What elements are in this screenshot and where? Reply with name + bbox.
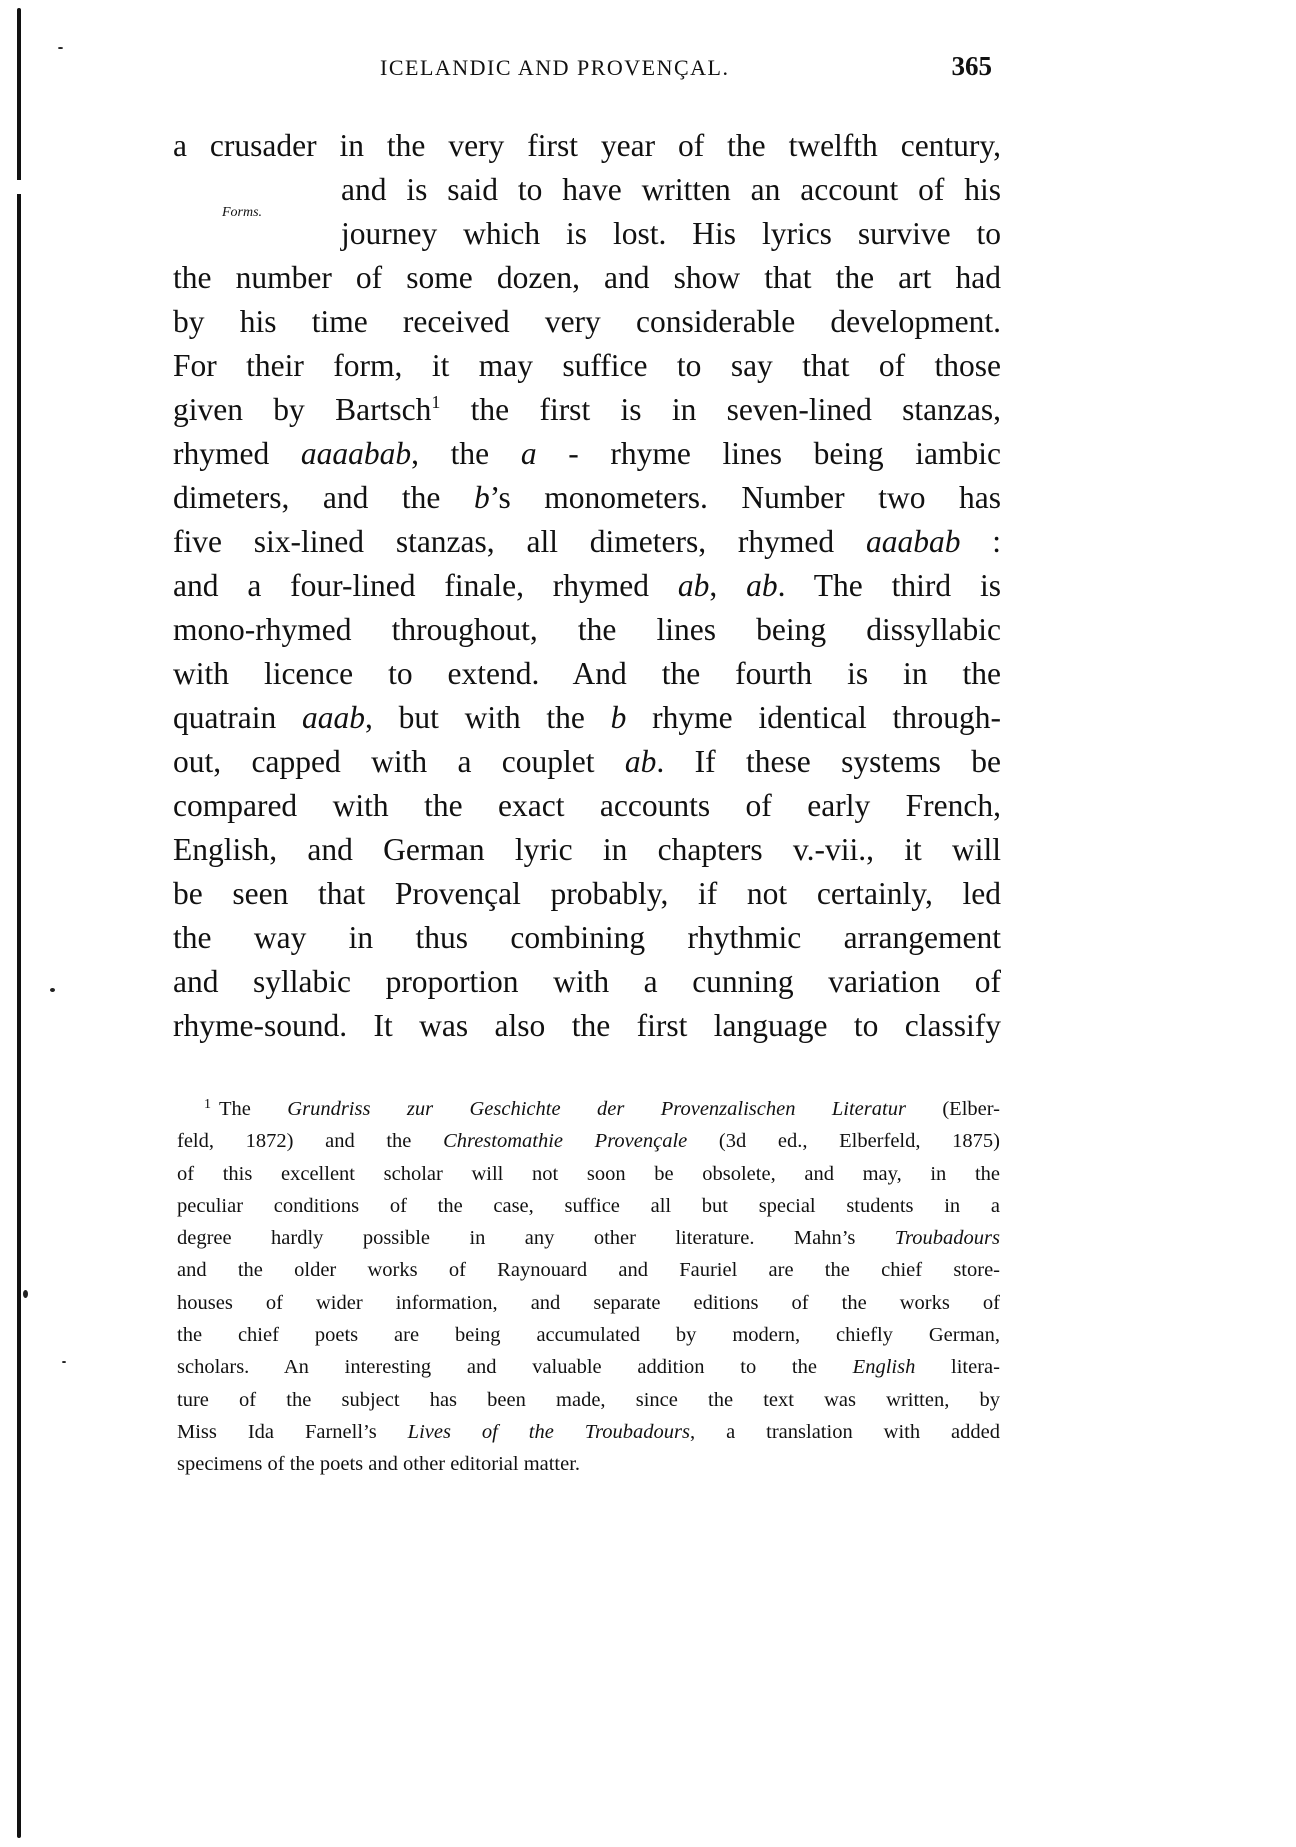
text-run: a crusader in the very first year of the twelfth century, (173, 128, 1001, 163)
text-run: (3d ed., Elberfeld, 1875) (687, 1130, 1000, 1153)
text-run: litera- (915, 1356, 1000, 1379)
text-run: quatrain (173, 700, 302, 735)
scan-speck (50, 988, 55, 992)
text-run: the first is in seven-lined stanzas, (440, 392, 1001, 427)
italic-term: b (610, 700, 627, 735)
italic-term: b (473, 480, 490, 515)
text-line (173, 344, 1001, 388)
page-header (380, 51, 992, 85)
footnote-line (177, 1384, 1000, 1416)
text-run: compared with the exact accounts of early French, (173, 788, 1001, 823)
footnote-line (177, 1158, 1000, 1190)
scan-speck (58, 47, 63, 49)
text-line (173, 388, 1001, 432)
text-run: mono-rhymed throughout, the lines being dissyllabic (173, 612, 1001, 647)
footnote-reference: 1 (431, 392, 441, 412)
text-run: and syllabic proportion with a cunning variation of (173, 964, 1001, 999)
footnote-line (177, 1190, 1000, 1222)
italic-term: a (520, 436, 537, 471)
italic-term: ab (746, 568, 778, 603)
page-binding-edge (17, 8, 21, 1838)
text-run: five six-lined stanzas, all dimeters, rhymed (173, 524, 866, 559)
text-run: given by Bartsch (173, 392, 432, 427)
text-line (173, 916, 1001, 960)
footnote-line (177, 1222, 1000, 1254)
text-run: English, and German lyric in chapters v.-vii., it will (173, 832, 1001, 867)
text-run: , the (411, 436, 521, 471)
text-line (173, 608, 1001, 652)
italic-term: aaab (301, 700, 365, 735)
text-run: The (219, 1098, 288, 1120)
text-run: , a translation with added (690, 1420, 1000, 1443)
marginal-note: Forms. (222, 205, 263, 220)
footnote-line (177, 1287, 1000, 1319)
text-line (173, 960, 1001, 1004)
footnote-line (177, 1254, 1000, 1286)
text-run: . The third is (777, 568, 1001, 603)
text-line (173, 432, 1001, 476)
text-line (173, 652, 1001, 696)
text-line (173, 212, 1001, 256)
text-run: : (960, 524, 1001, 559)
italic-term: Troubadours (894, 1227, 1000, 1250)
text-run: of this excellent scholar will not soon be obsolete, and may, in the (177, 1162, 1000, 1185)
text-run: rhymed (173, 436, 301, 471)
italic-term: aaabab (865, 524, 961, 559)
page-number: 365 (951, 51, 992, 81)
binding-gap (14, 180, 24, 194)
text-run: houses of wider information, and separate editions of the works of (177, 1291, 1000, 1314)
text-run: Miss Ida Farnell’s (177, 1420, 408, 1443)
text-run: and the older works of Raynouard and Fauriel are the chief store- (177, 1259, 1000, 1282)
text-line (173, 476, 1001, 520)
text-line (173, 520, 1001, 564)
text-run: (Elber- (905, 1098, 1000, 1120)
footnote-line (177, 1125, 1000, 1157)
text-run: journey which is lost. His lyrics survive to (341, 216, 1001, 251)
scan-speck (23, 1290, 28, 1298)
italic-term: Lives of the Troubadours (407, 1420, 691, 1443)
scan-speck (62, 1361, 66, 1363)
text-run: rhyme identical through- (626, 700, 1001, 735)
text-run: , but with the (364, 700, 611, 735)
text-line (173, 740, 1001, 784)
footnote-line (177, 1319, 1000, 1351)
italic-term: ab (677, 568, 710, 603)
footnote-marker: 1 (204, 1097, 211, 1112)
text-run: by his time received very considerable development. (173, 304, 1001, 339)
text-run: . If these systems be (656, 744, 1001, 779)
footnote (177, 1093, 1000, 1481)
text-line (173, 256, 1001, 300)
text-run: scholars. An interesting and valuable addition to the (177, 1356, 853, 1379)
text-run: and is said to have written an account of his (341, 172, 1001, 207)
text-run: degree hardly possible in any other literature. Mahn’s (177, 1227, 895, 1250)
running-title: ICELANDIC AND PROVENÇAL. (380, 55, 730, 80)
text-line (173, 1004, 1001, 1048)
text-line (173, 696, 1001, 740)
italic-term: aaaabab (300, 436, 412, 471)
text-line (173, 564, 1001, 608)
text-line (173, 124, 1001, 168)
text-line (173, 300, 1001, 344)
italic-term: English (852, 1356, 916, 1379)
body-text (173, 124, 1001, 1048)
text-line (173, 784, 1001, 828)
footnote-line (177, 1351, 1000, 1383)
text-run: feld, 1872) and the (177, 1130, 444, 1153)
text-line (173, 168, 1001, 212)
italic-term: ab (624, 744, 657, 779)
text-run: out, capped with a couplet (173, 744, 625, 779)
footnote-line (177, 1416, 1000, 1448)
text-run: with licence to extend. And the fourth is in the (173, 656, 1001, 691)
text-run: ture of the subject has been made, since the text was written, by (177, 1388, 1000, 1411)
text-run: For their form, it may suffice to say that of those (173, 348, 1001, 383)
text-run: the way in thus combining rhythmic arrangement (173, 920, 1001, 955)
italic-term: Grundriss zur Geschichte der Provenzalischen Literatur (287, 1098, 906, 1120)
footnote-line (177, 1448, 1000, 1480)
footnote-line (177, 1093, 1000, 1125)
text-run: peculiar conditions of the case, suffice all but special students in a (177, 1194, 1000, 1217)
text-run: specimens of the poets and other editorial matter. (177, 1453, 581, 1476)
text-run: dimeters, and the (173, 480, 474, 515)
italic-term: Chrestomathie Provençale (443, 1130, 688, 1153)
text-run: rhyme-sound. It was also the first language to classify (173, 1008, 1001, 1043)
text-run: the chief poets are being accumulated by modern, chiefly German, (177, 1324, 1000, 1347)
text-run: and a four-lined finale, rhymed (173, 568, 678, 603)
text-run: ’s monometers. Number two has (489, 480, 1001, 515)
text-run: - rhyme lines being iambic (536, 436, 1001, 471)
text-line (173, 872, 1001, 916)
text-run: , (709, 568, 747, 603)
text-run: the number of some dozen, and show that the art had (173, 260, 1001, 295)
text-line (173, 828, 1001, 872)
text-run: be seen that Provençal probably, if not certainly, led (173, 876, 1001, 911)
